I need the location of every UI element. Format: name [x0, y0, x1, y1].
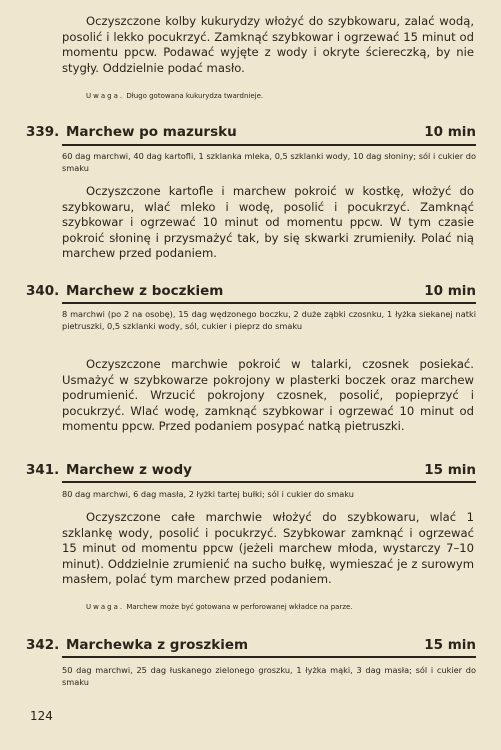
recipe-ingredients: 80 dag marchwi, 6 dag masła, 2 łyżki tartej bułki; sól i cukier do smaku: [62, 489, 354, 499]
recipe-heading: [26, 124, 476, 142]
heading-rule: [62, 481, 476, 483]
recipe-number: 340.: [26, 283, 60, 299]
recipe-time: 10 min: [424, 283, 476, 299]
recipe-title: Marchew po mazursku: [66, 124, 237, 140]
recipe-body: Oczyszczone całe marchwie włożyć do szybkowaru, wlać 1 szklankę wody, posolić i pocukrzyć. Szybkowar zamknąć i ogrzewać 15 minut od momentu ppcw (jeżeli marchew młoda, wystarczy 7–10 minut). Oddzielnie zrumienić na sucho bułkę, wymieszać je z surowym masłem, polać tym marchew przed podaniem.: [62, 510, 474, 587]
recipe-time: 10 min: [424, 124, 476, 140]
recipe-ingredients: 8 marchwi (po 2 na osobę), 15 dag wędzonego boczku, 2 duże ząbki czosnku, 1 łyżka siekanej natki pietruszki, 0,5 szklanki wody, sól, cukier i pieprz do smaku: [62, 309, 476, 331]
heading-rule: [62, 144, 476, 146]
note-text: Marchew może być gotowana w perforowanej wkładce na parze.: [126, 603, 353, 611]
recipe-number: 341.: [26, 462, 60, 478]
heading-rule: [62, 302, 476, 304]
intro-note: [86, 92, 476, 101]
recipe-time: 15 min: [424, 462, 476, 478]
note-text: Długo gotowana kukurydza twardnieje.: [126, 92, 264, 100]
recipe-body: Oczyszczone kartofle i marchew pokroić w kostkę, włożyć do szybkowaru, wlać mleko i wodę, posolić i pocukrzyć. Zamknąć szybkowar i ogrzewać 10 minut od momentu ppcw. W tym czasie pokroić słoninę i przysmażyć tak, by się skwarki zrumieniły. Polać nią marchew przed podaniem.: [62, 184, 474, 261]
recipe-title: Marchewka z groszkiem: [66, 637, 249, 653]
page-number: 124: [30, 709, 53, 723]
recipe-time: 15 min: [424, 637, 476, 653]
recipe-note: [86, 603, 476, 612]
heading-rule: [62, 656, 476, 658]
recipe-ingredients: 60 dag marchwi, 40 dag kartofli, 1 szklanka mleka, 0,5 szklanki wody, 10 dag słoniny; sól i cukier do smaku: [62, 151, 476, 173]
recipe-heading: [26, 283, 476, 301]
note-label: Uwaga.: [86, 92, 125, 100]
recipe-title: Marchew z wody: [66, 462, 192, 478]
recipe-body: Oczyszczone marchwie pokroić w talarki, czosnek posiekać. Usmażyć w szybkowarze pokrojony w plasterki boczek oraz marchew podrumienić. Wrzucić pokrojony czosnek, posolić, popieprzyć i pocukrzyć. Wlać wodę, zamknąć szybkowar i ogrzewać 10 minut od momentu ppcw. Przed podaniem posypać natką pietruszki.: [62, 357, 474, 434]
note-label: Uwaga.: [86, 603, 125, 611]
recipe-ingredients: 50 dag marchwi, 25 dag łuskanego zielonego groszku, 1 łyżka mąki, 3 dag masła; sól i cukier do smaku: [62, 665, 476, 687]
recipe-heading: [26, 462, 476, 480]
recipe-title: Marchew z boczkiem: [66, 283, 224, 299]
recipe-heading: [26, 637, 476, 655]
recipe-number: 339.: [26, 124, 60, 140]
intro-paragraph: Oczyszczone kolby kukurydzy włożyć do szybkowaru, zalać wodą, posolić i lekko pocukrzyć. Zamknąć szybkowar i ogrzewać 15 minut od momentu ppcw. Podawać wyjęte z wody i okryte ściereczką, by nie stygły. Oddzielnie podać masło.: [62, 14, 474, 75]
recipe-number: 342.: [26, 637, 60, 653]
